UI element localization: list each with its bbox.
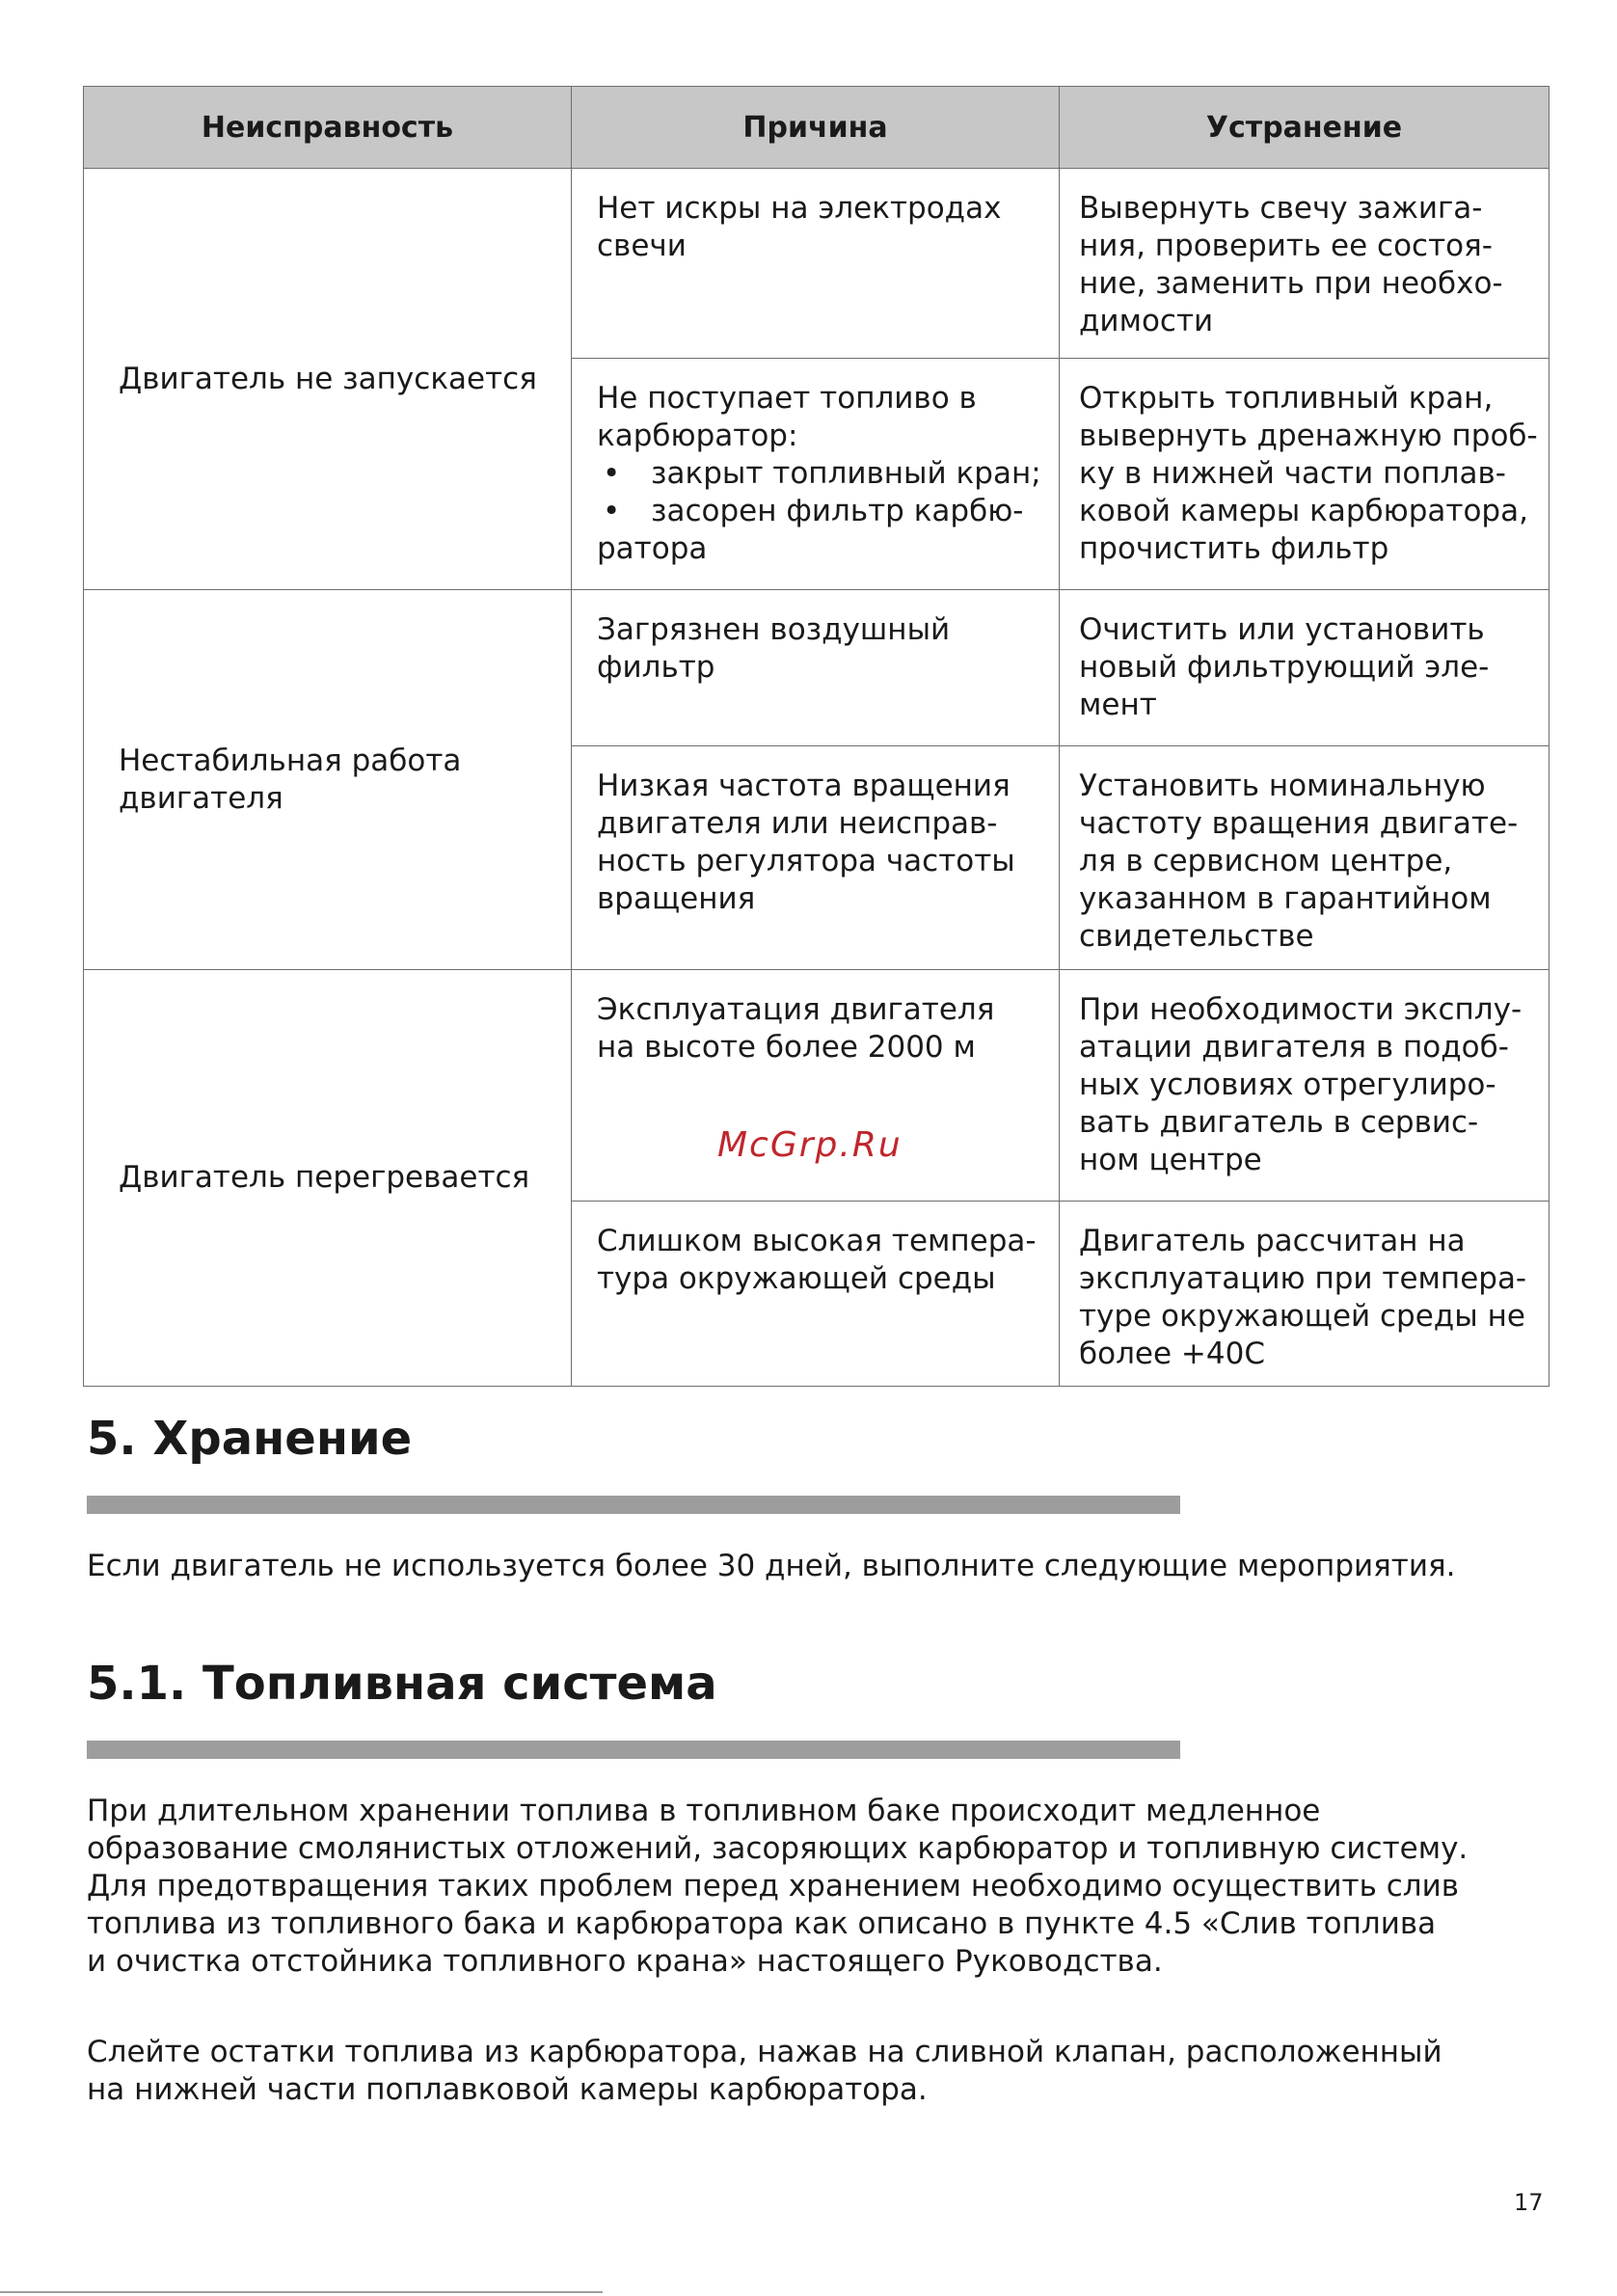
fix-line: ковой камеры карбюратора,	[1079, 494, 1528, 528]
page-number: 17	[1514, 2189, 1544, 2216]
fix-cell	[1060, 590, 1550, 746]
cause-cell	[572, 970, 1060, 1202]
fix-cell	[1060, 169, 1550, 359]
paragraph-line: и очистка отстойника топливного крана» настоящего Руководства.	[87, 1944, 1163, 1979]
fix-cell	[1060, 359, 1550, 590]
cause-line: Не поступает топливо в	[597, 381, 977, 416]
section-5-1-paragraph-1	[87, 1793, 1533, 1981]
fix-line: При необходимости эксплу-	[1079, 992, 1523, 1027]
fix-line: мент	[1079, 688, 1157, 722]
cause-line: фильтр	[597, 650, 715, 685]
table-row	[84, 970, 1550, 1202]
fix-line: вать двигатель в сервис-	[1079, 1105, 1479, 1140]
fix-line: Двигатель рассчитан на	[1079, 1224, 1466, 1258]
fault-text: Двигатель перегревается	[119, 1160, 530, 1195]
paragraph-line: топлива из топливного бака и карбюратора как описано в пункте 4.5 «Слив топлива	[87, 1906, 1437, 1941]
paragraph-line: на нижней части поплавковой камеры карбюратора.	[87, 2072, 928, 2107]
fix-line: Очистить или установить	[1079, 612, 1485, 647]
table-row	[84, 590, 1550, 746]
fix-cell	[1060, 1202, 1550, 1387]
table-header-row	[84, 87, 1550, 169]
fix-cell	[1060, 746, 1550, 970]
fix-line: туре окружающей среды не	[1079, 1299, 1525, 1334]
fix-line: димости	[1079, 304, 1214, 338]
fix-line: ля в сервисном центре,	[1079, 844, 1453, 878]
cause-cell	[572, 590, 1060, 746]
fix-line: более +40С	[1079, 1337, 1265, 1371]
fix-line: свидетельстве	[1079, 919, 1314, 954]
fault-cell	[84, 970, 572, 1387]
cause-bullet: • закрыт топливный кран;	[597, 455, 1049, 493]
fix-line: Вывернуть свечу зажига-	[1079, 191, 1483, 226]
fix-line: вывернуть дренажную проб-	[1079, 419, 1538, 453]
fix-line: ние, заменить при необхо-	[1079, 266, 1503, 301]
cause-line: Эксплуатация двигателя	[597, 992, 995, 1027]
cause-line: тура окружающей среды	[597, 1261, 996, 1296]
footer-divider	[0, 2291, 603, 2293]
cause-cell	[572, 746, 1060, 970]
paragraph-line: При длительном хранении топлива в топливном баке происходит медленное	[87, 1794, 1321, 1828]
section-5-1-paragraph-2	[87, 2034, 1533, 2109]
fix-line: Открыть топливный кран,	[1079, 381, 1494, 416]
cause-line: ность регулятора частоты	[597, 844, 1015, 878]
cause-line: на высоте более 2000 м	[597, 1030, 976, 1065]
section-divider	[87, 1741, 1180, 1759]
fix-line: ном центре	[1079, 1143, 1262, 1177]
section-5-text: Если двигатель не используется более 30 дней, выполните следующие мероприятия.	[87, 1549, 1456, 1583]
cause-line: Нет искры на электродах	[597, 191, 1002, 226]
table-row	[84, 169, 1550, 359]
cause-line: Слишком высокая темпера-	[597, 1224, 1037, 1258]
fix-line: ку в нижней части поплав-	[1079, 456, 1506, 491]
fault-text: Двигатель не запускается	[119, 361, 537, 396]
column-header-fault: Неисправность	[84, 87, 572, 169]
cause-bullet: • засорен фильтр карбю-	[597, 493, 1049, 530]
fix-line: прочистить фильтр	[1079, 531, 1389, 566]
fix-line: указанном в гарантийном	[1079, 881, 1492, 916]
cause-cell	[572, 359, 1060, 590]
watermark: McGrp.Ru	[717, 1125, 903, 1165]
fix-line: атации двигателя в подоб-	[1079, 1030, 1509, 1065]
cause-line: ратора	[597, 531, 708, 566]
section-5-1-title: 5.1. Топливная система	[87, 1657, 717, 1711]
cause-cell	[572, 169, 1060, 359]
cause-bullet-list	[597, 455, 1049, 530]
cause-line: вращения	[597, 881, 756, 916]
fault-line: двигателя	[119, 780, 283, 816]
cause-line: карбюратор:	[597, 419, 798, 453]
troubleshooting-table	[83, 86, 1550, 1387]
fix-line: эксплуатацию при темпера-	[1079, 1261, 1527, 1296]
fault-cell	[84, 590, 572, 970]
fix-line: Установить номинальную	[1079, 769, 1486, 803]
cause-line: Низкая частота вращения	[597, 769, 1011, 803]
cause-line: двигателя или неисправ-	[597, 806, 998, 841]
cause-line: свечи	[597, 229, 687, 263]
cause-cell	[572, 1202, 1060, 1387]
paragraph-line: Для предотвращения таких проблем перед хранением необходимо осуществить слив	[87, 1869, 1460, 1904]
fix-line: ных условиях отрегулиро-	[1079, 1067, 1496, 1102]
paragraph-line: образование смолянистых отложений, засоряющих карбюратор и топливную систему.	[87, 1831, 1469, 1866]
fix-line: частоту вращения двигате-	[1079, 806, 1519, 841]
fix-line: ния, проверить ее состоя-	[1079, 229, 1493, 263]
paragraph-line: Слейте остатки топлива из карбюратора, нажав на сливной клапан, расположенный	[87, 2035, 1442, 2069]
section-divider	[87, 1496, 1180, 1514]
fix-line: новый фильтрующий эле-	[1079, 650, 1490, 685]
fix-cell	[1060, 970, 1550, 1202]
column-header-fix: Устранение	[1060, 87, 1550, 169]
section-5-title: 5. Хранение	[87, 1412, 413, 1466]
fault-cell	[84, 169, 572, 590]
column-header-cause: Причина	[572, 87, 1060, 169]
fault-line: Нестабильная работа	[119, 743, 462, 778]
cause-line: Загрязнен воздушный	[597, 612, 951, 647]
